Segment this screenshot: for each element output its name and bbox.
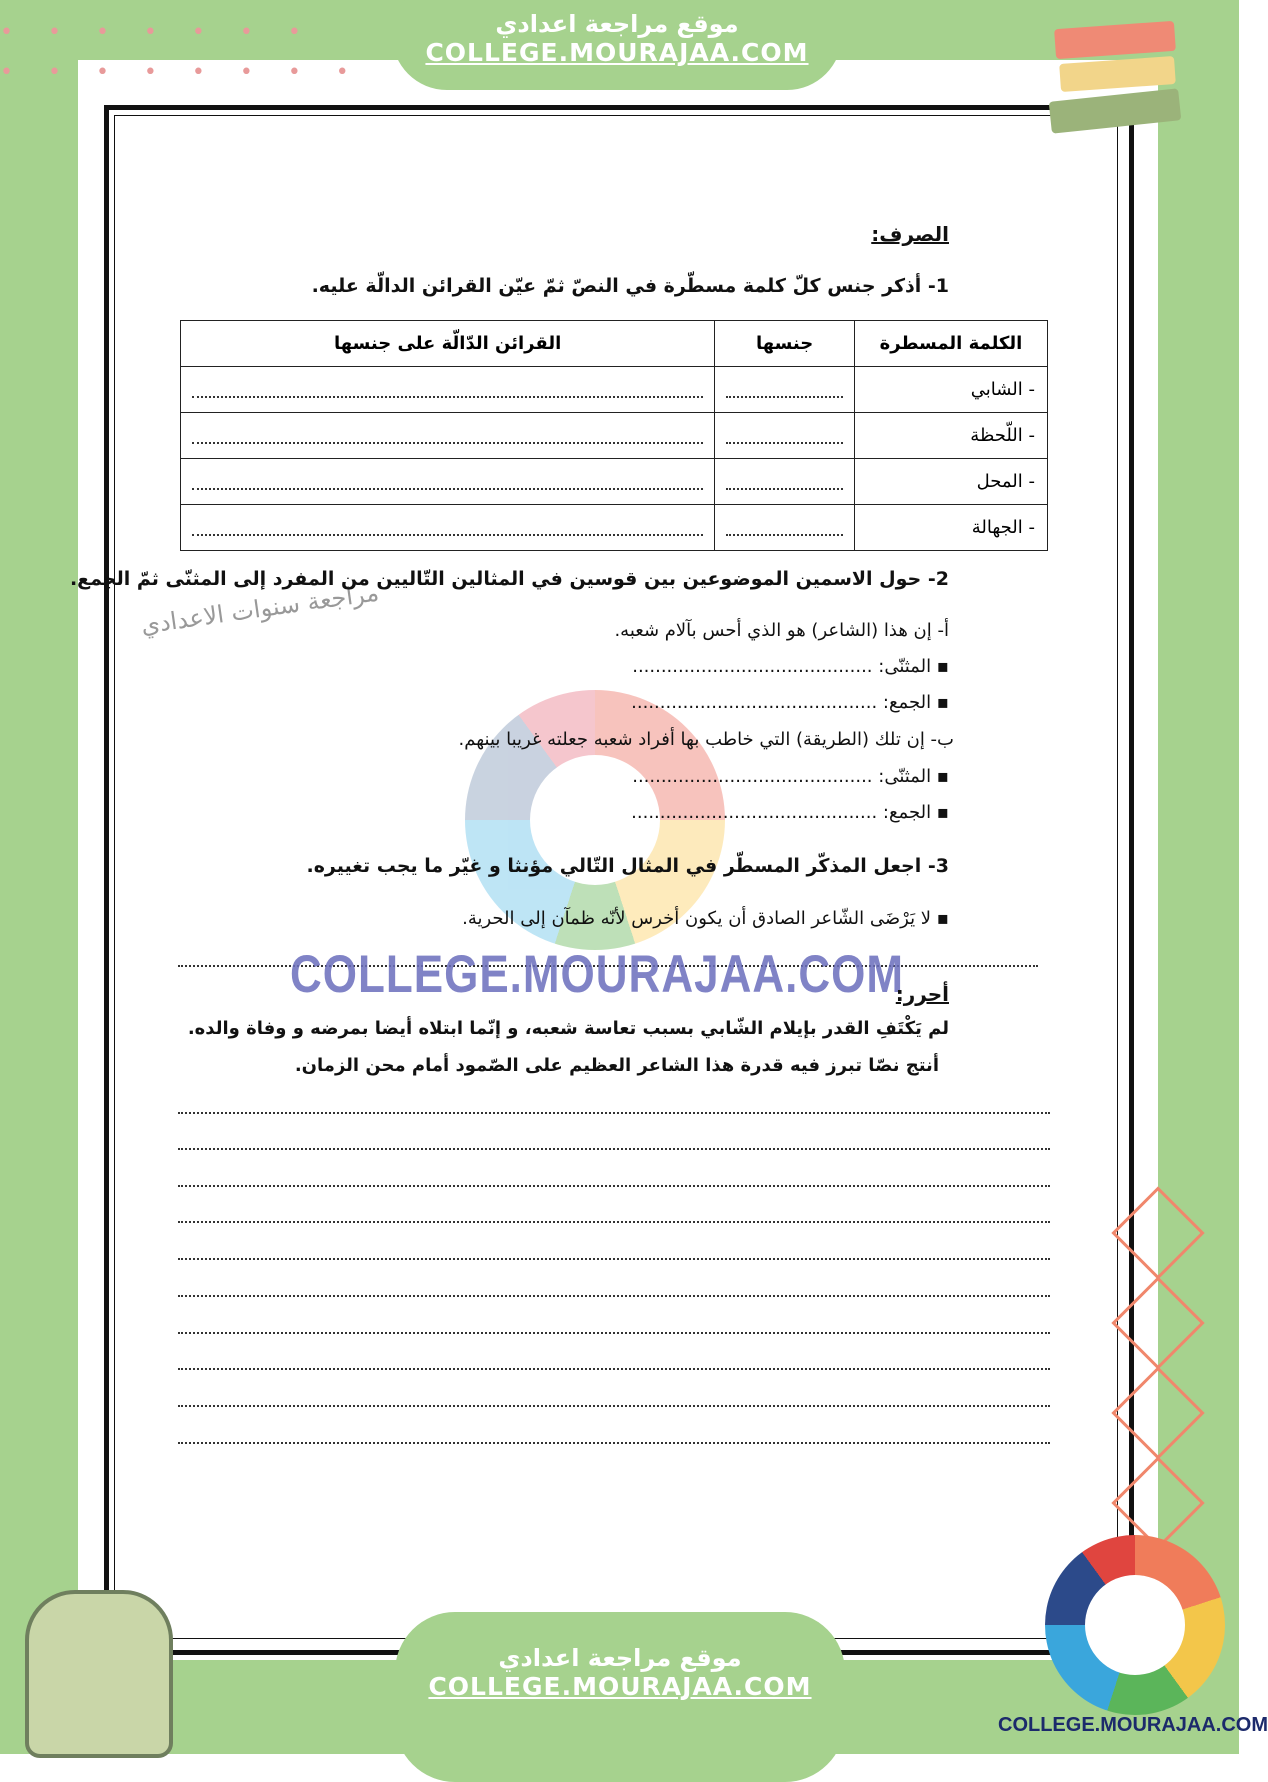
answer-line[interactable] [178,1295,1050,1297]
answer-blank[interactable] [181,367,715,413]
table-cell-word: - الجهالة [855,505,1048,551]
answer-line[interactable] [178,1112,1050,1114]
q2-a-dual[interactable]: ▪ المثنّى: .......................................... [632,656,949,677]
brand-logo [1045,1535,1225,1715]
section-title: الصرف: [871,222,949,246]
table-cell-word: - الشابي [855,367,1048,413]
table-row [181,367,1048,413]
footer-site-ar: موقع مراجعة اعدادي [498,1644,742,1672]
answer-blank[interactable] [715,505,855,551]
answer-blank[interactable] [181,505,715,551]
backpack-icon [25,1590,173,1758]
table-row [181,413,1048,459]
q2-b-plural[interactable]: ▪ الجمع: ........................................... [631,802,949,823]
table-row [181,459,1048,505]
table-header: القرائن الدّالّة على جنسها [181,321,715,367]
q3-sentence: ▪ لا يَرْضَى الشّاعر الصادق أن يكون أخرس لأنّه ظمآن إلى الحرية. [462,908,949,929]
writing-prompt-1: لم يَكْتَفِ القدر بإيلام الشّابي بسبب تعاسة شعبه، و إنّما ابتلاه أيضا بمرضه و وفاة والده. [187,1018,949,1039]
q2-sentence-b: ب- إن تلك (الطريقة) التي خاطب بها أفراد شعبه جعلته غريبا بينهم. [458,729,954,750]
answer-blank[interactable] [715,367,855,413]
answer-line[interactable] [178,1148,1050,1150]
table-cell-word: - المحل [855,459,1048,505]
q1-title: 1- أذكر جنس كلّ كلمة مسطّرة في النصّ ثمّ عيّن القرائن الدالّة عليه. [311,275,949,297]
answer-blank[interactable] [715,459,855,505]
footer-site-link[interactable]: COLLEGE.MOURAJAA.COM [428,1672,812,1701]
decorative-dots: • • • • • • • [0,20,315,45]
answer-line[interactable] [178,1405,1050,1407]
footer-banner [395,1612,845,1782]
watermark-text: COLLEGE.MOURAJAA.COM [290,945,904,1004]
answer-line[interactable] [178,1368,1050,1370]
footer-brand-text: COLLEGE.MOURAJAA.COM [998,1714,1268,1736]
answer-line[interactable] [178,1221,1050,1223]
answer-line[interactable] [178,1442,1050,1444]
table-header-row [181,321,1048,367]
q2-title: 2- حول الاسمين الموضوعين بين قوسين في المثالين التّاليين من المفرد إلى المثنّى ثمّ الجمع. [69,568,949,590]
q2-a-plural[interactable]: ▪ الجمع: ........................................... [631,692,949,713]
header-site-link[interactable]: COLLEGE.MOURAJAA.COM [425,38,809,67]
watermark-arc-text: مراجعة سنوات الاعدادي [139,578,381,640]
answer-blank[interactable] [181,413,715,459]
answer-blank[interactable] [715,413,855,459]
table-row [181,505,1048,551]
answer-line[interactable] [178,1258,1050,1260]
gender-table [180,320,1048,551]
header-site-ar: موقع مراجعة اعدادي [495,10,739,38]
q2-sentence-a: أ- إن هذا (الشاعر) هو الذي أحس بآلام شعبه. [614,620,949,641]
table-header: جنسها [715,321,855,367]
table-cell-word: - اللّحظة [855,413,1048,459]
table-header: الكلمة المسطرة [855,321,1048,367]
header-banner [392,0,842,90]
q3-title: 3- اجعل المذكّر المسطّر في المثال التّالي مؤنثا و غيّر ما يجب تغييره. [306,855,949,877]
answer-line[interactable] [178,1332,1050,1334]
writing-prompt-2: أنتج نصّا تبرز فيه قدرة هذا الشاعر العظيم على الصّمود أمام محن الزمان. [294,1055,939,1076]
answer-line[interactable] [178,1185,1050,1187]
books-icon [1050,25,1190,135]
writing-title: أحرر: [895,982,949,1006]
answer-blank[interactable] [181,459,715,505]
q2-b-dual[interactable]: ▪ المثنّى: .......................................... [632,766,949,787]
decorative-dots: • • • • • • • • [0,60,363,85]
